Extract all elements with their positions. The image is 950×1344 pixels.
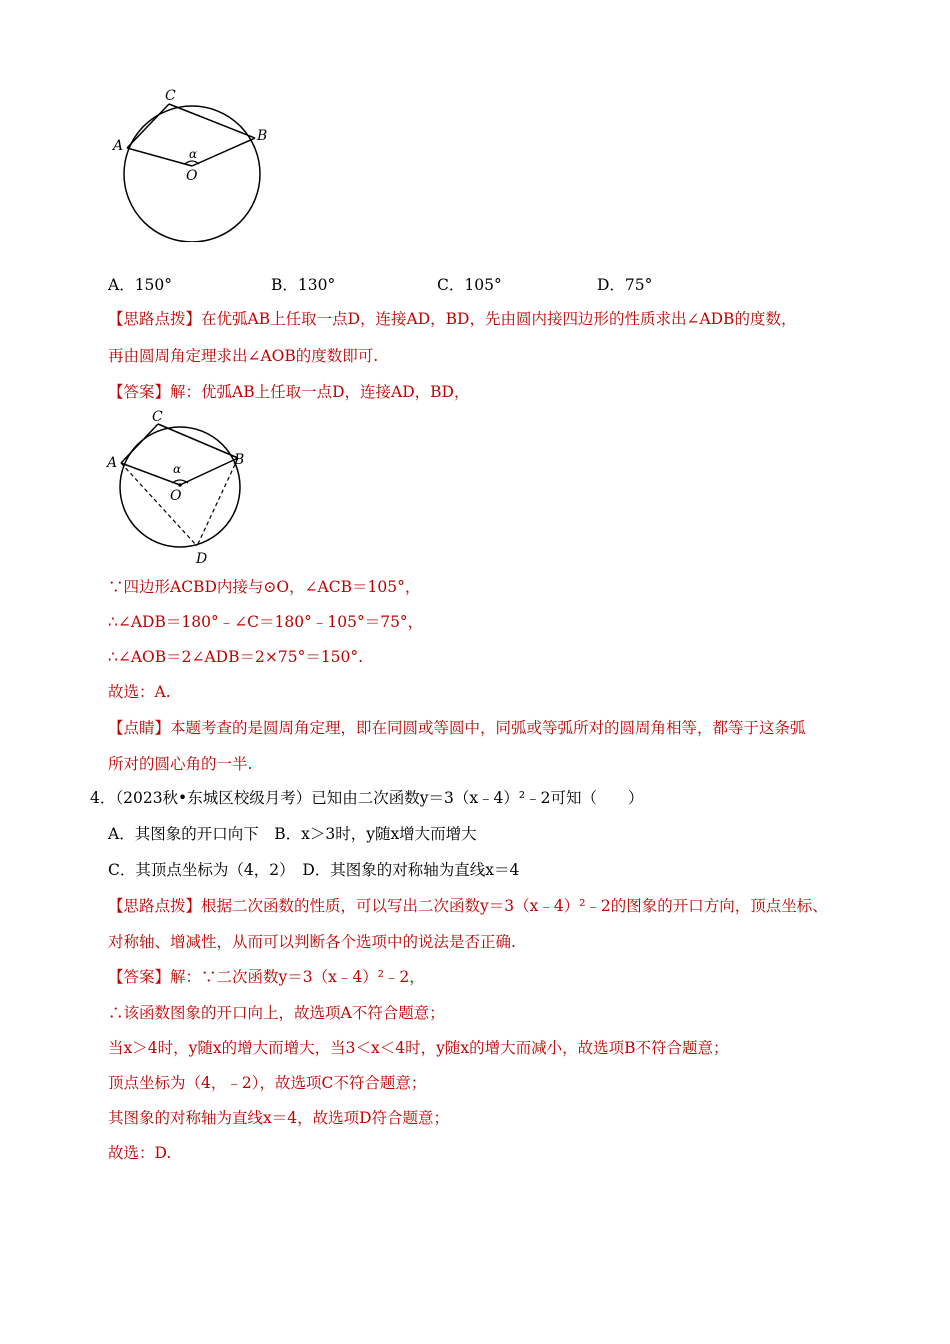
- q4-answer-line-5: 其图象的对称轴为直线x＝4，故选项D符合题意；: [108, 1109, 450, 1127]
- q4-stem: 4．（2023秋•东城区校级月考）已知由二次函数y＝3（x﹣4）²﹣2可知（ ）: [90, 789, 644, 807]
- label-a-2: A: [107, 455, 118, 471]
- q3-solution-line-1: ∵四边形ACBD内接与⊙O，∠ACB＝105°，: [108, 578, 421, 596]
- q4-answer-line-6: 故选：D.: [108, 1144, 172, 1162]
- dashed-ad: [121, 463, 197, 546]
- q3-solution-line-2: ∴∠ADB＝180°﹣∠C＝180°﹣105°＝75°，: [108, 613, 424, 631]
- q3-comment-line-1: 【点睛】本题考查的是圆周角定理，即在同圆或等圆中，同弧或等弧所对的圆周角相等，都等于这条弧: [108, 719, 806, 737]
- q4-options-row-1: A．其图象的开口向下 B．x＞3时，y随x增大而增大: [108, 825, 477, 843]
- q3-hint-line-2: 再由圆周角定理求出∠AOB的度数即可.: [108, 347, 379, 365]
- q3-choose: 故选：A.: [108, 683, 171, 701]
- q3-option-c: C．105°: [437, 276, 502, 294]
- q3-solution-line-3: ∴∠AOB＝2∠ADB＝2×75°＝150°.: [108, 648, 364, 666]
- q3-hint-line-1: 【思路点拨】在优弧AB上任取一点D，连接AD，BD，先由圆内接四边形的性质求出∠ADB的度数，: [108, 310, 797, 328]
- q3-option-d: D．75°: [597, 276, 653, 294]
- label-c-2: C: [152, 409, 163, 425]
- figure-circle-2: [100, 405, 270, 570]
- q4-answer-line-1: 【答案】解：∵二次函数y＝3（x﹣4）²﹣2，: [108, 968, 425, 986]
- label-alpha: α: [189, 147, 198, 161]
- q3-option-b: B．130°: [271, 276, 336, 294]
- q4-hint-line-2: 对称轴、增减性，从而可以判断各个选项中的说法是否正确.: [108, 933, 516, 951]
- label-alpha-2: α: [173, 462, 182, 476]
- q4-answer-line-2: ∴该函数图象的开口向上，故选项A不符合题意；: [108, 1004, 445, 1022]
- center-dot: [178, 483, 182, 487]
- q3-option-a: A．150°: [108, 276, 173, 294]
- label-d-2: D: [196, 551, 208, 567]
- radius-oa-2: [121, 463, 180, 485]
- figure-circle-1: [105, 82, 285, 242]
- q4-hint-line-1: 【思路点拨】根据二次函数的性质，可以写出二次函数y＝3（x﹣4）²﹣2的图象的开口方向，顶点坐标、: [108, 897, 828, 915]
- q3-answer-intro: 【答案】解：优弧AB上任取一点D，连接AD，BD，: [108, 383, 470, 401]
- q4-answer-line-4: 顶点坐标为（4，﹣2），故选项C不符合题意；: [108, 1074, 427, 1092]
- label-c: C: [165, 88, 176, 104]
- radius-ob-2: [180, 458, 238, 485]
- q3-comment-line-2: 所对的圆心角的一半.: [108, 755, 253, 773]
- label-o: O: [186, 168, 198, 184]
- label-b: B: [257, 128, 268, 144]
- dashed-bd: [197, 458, 238, 546]
- chord-ac: [127, 104, 169, 148]
- radius-ob: [192, 138, 255, 166]
- label-o-2: O: [170, 488, 182, 504]
- label-a: A: [113, 138, 124, 154]
- radius-oa: [127, 148, 192, 166]
- q4-answer-line-3: 当x＞4时，y随x的增大而增大，当3＜x＜4时，y随x的增大而减小，故选项B不符合题意；: [108, 1039, 729, 1057]
- label-b-2: B: [234, 452, 245, 468]
- chord-ac-2: [121, 424, 158, 463]
- q4-options-row-2: C．其顶点坐标为（4，2） D．其图象的对称轴为直线x＝4: [108, 861, 520, 879]
